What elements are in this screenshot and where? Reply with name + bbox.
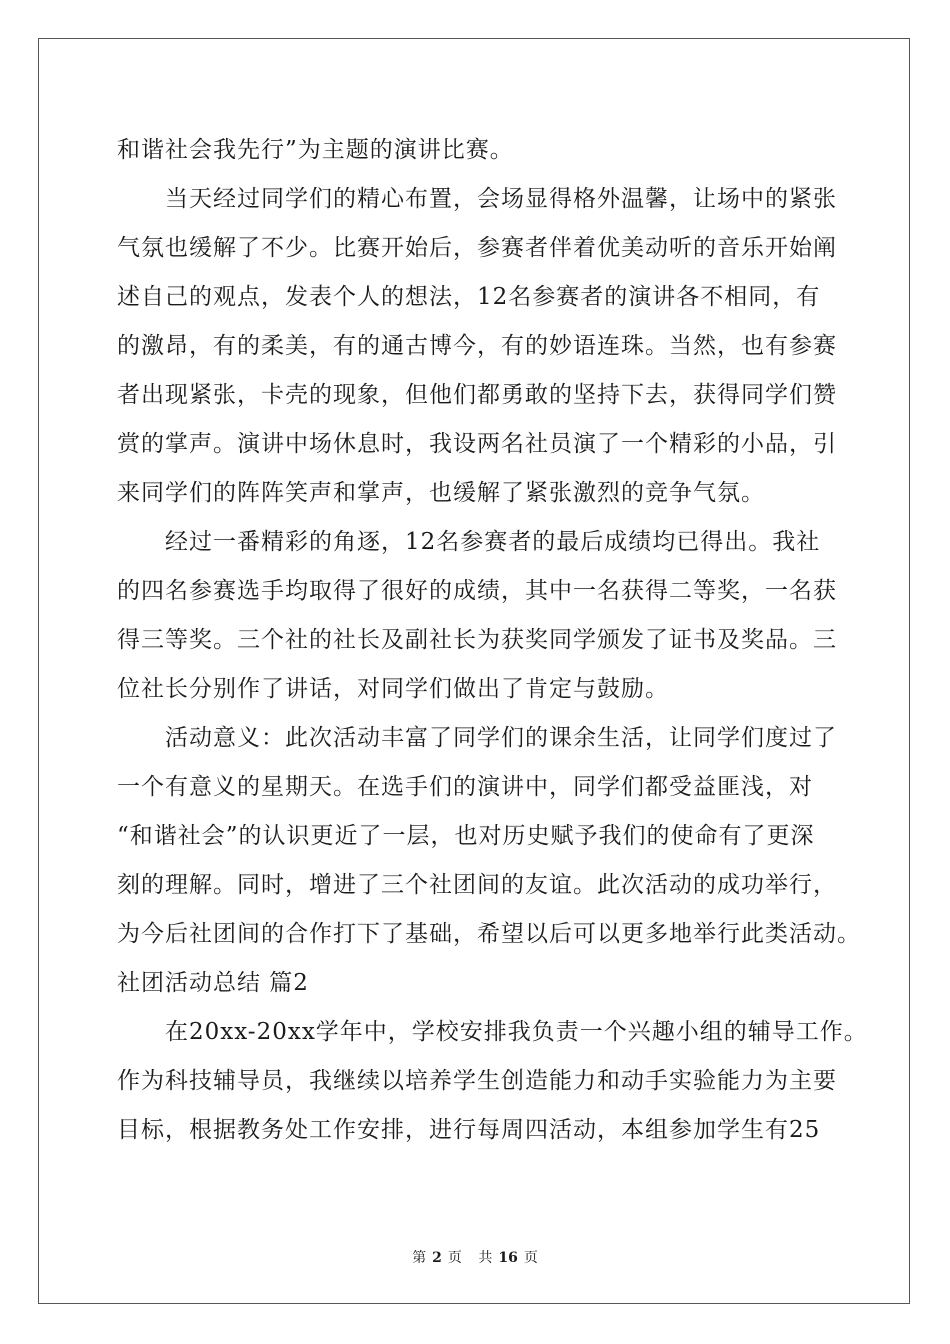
text-line: “和谐社会”的认识更近了一层，也对历史赋予我们的使命有了更深 <box>117 823 815 849</box>
text-line: 述自己的观点，发表个人的想法，12名参赛者的演讲各不相同，有 <box>117 284 821 310</box>
text-line: 刻的理解。同时，增进了三个社团间的友谊。此次活动的成功举行， <box>117 872 837 898</box>
text-line: 为今后社团间的合作打下了基础，希望以后可以更多地举行此类活动。 <box>117 921 861 947</box>
text-line: 的四名参赛选手均取得了很好的成绩，其中一名获得二等奖，一名获 <box>117 578 837 604</box>
text-line: 当天经过同学们的精心布置，会场显得格外温馨，让场中的紧张 <box>117 186 837 212</box>
text-line: 一个有意义的星期天。在选手们的演讲中，同学们都受益匪浅，对 <box>117 774 813 800</box>
page-indicator: 第 2 页 <box>412 1250 462 1266</box>
page-footer <box>0 1247 950 1267</box>
text-line: 作为科技辅导员，我继续以培养学生创造能力和动手实验能力为主要 <box>117 1068 837 1094</box>
text-line: 气氛也缓解了不少。比赛开始后，参赛者伴着优美动听的音乐开始阐 <box>117 235 837 261</box>
text-line: 活动意义：此次活动丰富了同学们的课余生活，让同学们度过了 <box>117 725 837 751</box>
text-line: 的激昂，有的柔美，有的通古博今，有的妙语连珠。当然，也有参赛 <box>117 333 837 359</box>
total-pages-indicator: 共 16 页 <box>478 1250 538 1266</box>
document-body <box>117 126 868 1155</box>
text-line: 目标，根据教务处工作安排，进行每周四活动，本组参加学生有25 <box>117 1117 821 1143</box>
section-heading: 社团活动总结 篇2 <box>117 970 309 996</box>
text-line: 得三等奖。三个社的社长及副社长为获奖同学颁发了证书及奖品。三 <box>117 627 837 653</box>
text-line: 经过一番精彩的角逐，12名参赛者的最后成绩均已得出。我社 <box>117 529 821 555</box>
text-line: 位社长分别作了讲话，对同学们做出了肯定与鼓励。 <box>117 676 669 702</box>
text-line: 者出现紧张，卡壳的现象，但他们都勇敢的坚持下去，获得同学们赞 <box>117 382 837 408</box>
text-line: 和谐社会我先行”为主题的演讲比赛。 <box>117 137 514 163</box>
text-line: 来同学们的阵阵笑声和掌声，也缓解了紧张激烈的竞争气氛。 <box>117 480 765 506</box>
text-line: 在20xx-20xx学年中，学校安排我负责一个兴趣小组的辅导工作。 <box>117 1019 868 1045</box>
text-line: 赏的掌声。演讲中场休息时，我设两名社员演了一个精彩的小品，引 <box>117 431 837 457</box>
